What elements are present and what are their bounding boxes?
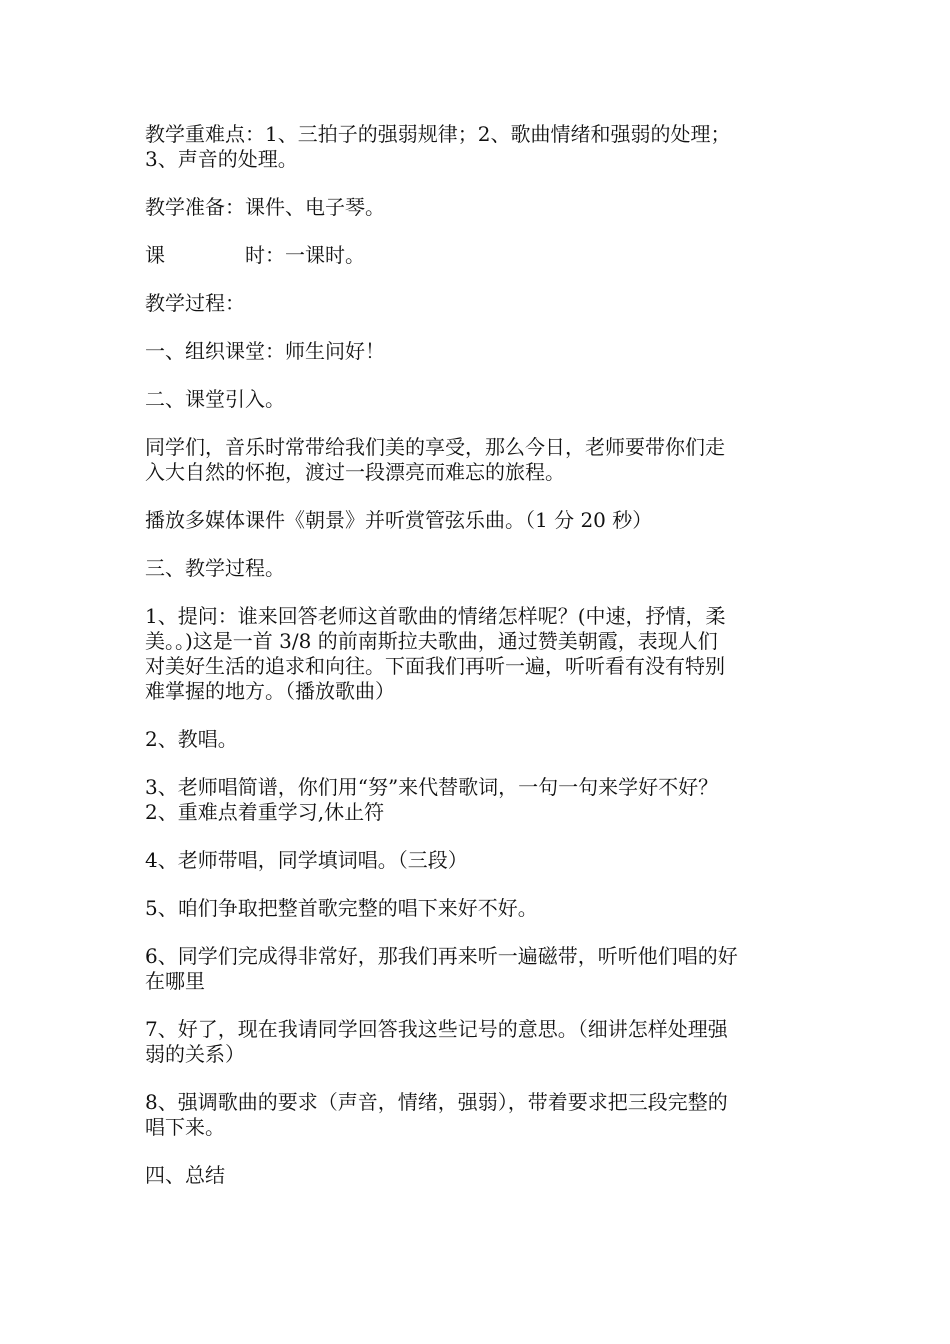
text-line: 唱下来。	[145, 1115, 225, 1139]
text-line: 8、强调歌曲的要求（声音，情绪，强弱），带着要求把三段完整的	[145, 1090, 728, 1114]
text-line: 教学准备：课件、电子琴。	[145, 195, 385, 219]
intro-paragraph	[145, 435, 810, 485]
step-8-paragraph	[145, 1090, 810, 1140]
section-4-heading	[145, 1163, 810, 1188]
text-line: 4、老师带唱，同学填词唱。（三段）	[145, 848, 468, 872]
class-hours-paragraph	[145, 243, 810, 268]
text-line: 在哪里	[145, 969, 205, 993]
text-line: 3、声音的处理。	[145, 147, 298, 171]
step-1-paragraph	[145, 604, 810, 704]
text-line: 二、课堂引入。	[145, 387, 285, 411]
text-line: 对美好生活的追求和向往。下面我们再听一遍，听听看有没有特别	[145, 654, 725, 678]
text-line: 同学们，音乐时常带给我们美的享受，那么今日，老师要带你们走	[145, 435, 725, 459]
document-body	[145, 122, 810, 1211]
text-line: 5、咱们争取把整首歌完整的唱下来好不好。	[145, 896, 538, 920]
text-line: 2、重难点着重学习,休止符	[145, 800, 385, 824]
section-3-heading	[145, 556, 810, 581]
text-line: 3、老师唱简谱，你们用“努”来代替歌词，一句一句来学好不好？	[145, 775, 719, 799]
key-points-paragraph	[145, 122, 810, 172]
play-courseware-paragraph	[145, 508, 810, 533]
text-line: 四、总结	[145, 1163, 225, 1187]
class-hours-label-1: 课	[145, 243, 165, 267]
process-heading	[145, 291, 810, 316]
text-line: 教学过程：	[145, 291, 245, 315]
step-6-paragraph	[145, 944, 810, 994]
text-line: 入大自然的怀抱，渡过一段漂亮而难忘的旅程。	[145, 460, 565, 484]
text-line: 难掌握的地方。（播放歌曲）	[145, 679, 395, 703]
text-line: 美。。)这是一首 3/8 的前南斯拉夫歌曲，通过赞美朝霞，表现人们	[145, 629, 718, 653]
section-1-heading	[145, 339, 810, 364]
step-5-paragraph	[145, 896, 810, 921]
step-7-paragraph	[145, 1017, 810, 1067]
text-line: 播放多媒体课件《朝景》并听赏管弦乐曲。（1 分 20 秒）	[145, 508, 653, 532]
text-line: 7、好了，现在我请同学回答我这些记号的意思。（细讲怎样处理强	[145, 1017, 728, 1041]
text-line: 弱的关系）	[145, 1042, 245, 1066]
text-line: 三、教学过程。	[145, 556, 285, 580]
text-line: 一、组织课堂：师生问好！	[145, 339, 385, 363]
text-line: 2、教唱。	[145, 727, 238, 751]
text-line: 6、同学们完成得非常好，那我们再来听一遍磁带，听听他们唱的好	[145, 944, 738, 968]
section-2-heading	[145, 387, 810, 412]
text-line: 1、提问：谁来回答老师这首歌曲的情绪怎样呢？(中速，抒情，柔	[145, 604, 726, 628]
step-4-paragraph	[145, 848, 810, 873]
step-2-paragraph	[145, 727, 810, 752]
class-hours-label-2: 时：一课时。	[245, 243, 365, 267]
preparation-paragraph	[145, 195, 810, 220]
text-line: 教学重难点：1、三拍子的强弱规律；2、歌曲情绪和强弱的处理；	[145, 122, 731, 146]
step-3-paragraph	[145, 775, 810, 825]
